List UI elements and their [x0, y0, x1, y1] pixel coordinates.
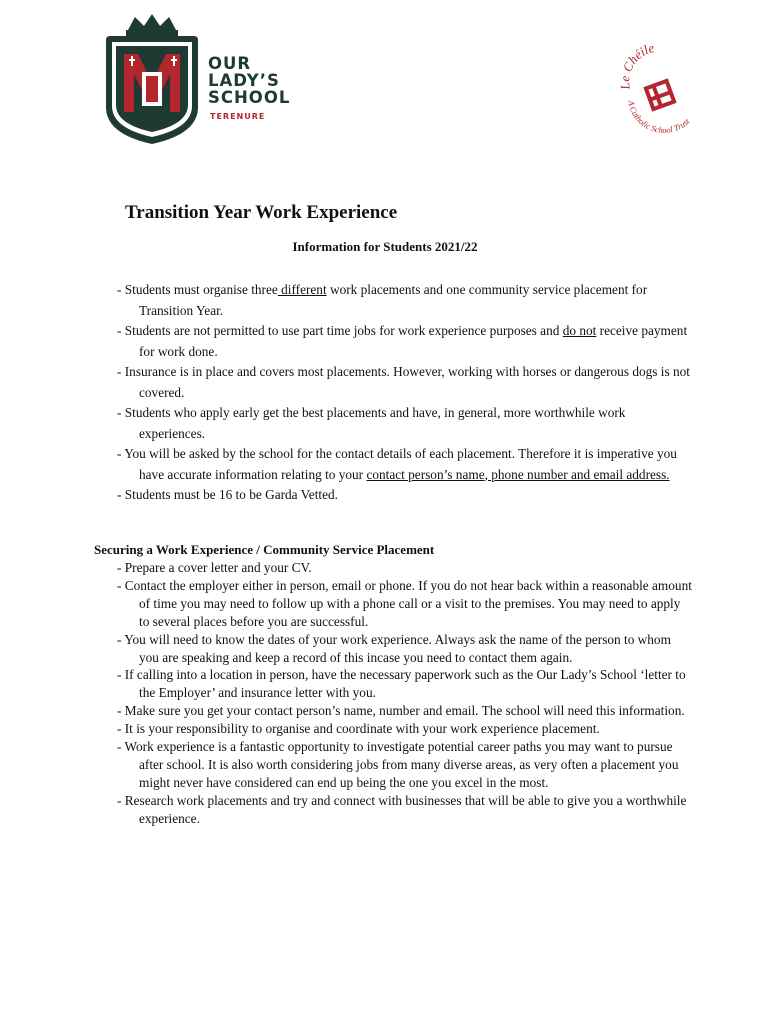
text-span: - Students are not permitted to use part time jobs for work experience purposes and	[117, 323, 563, 338]
underlined-text: contact person’s name, phone number and email address.	[366, 466, 670, 482]
step-item: - Prepare a cover letter and your CV.	[117, 560, 312, 575]
underlined-text: do not	[562, 323, 597, 338]
trust-logo	[612, 45, 712, 135]
info-list-item	[117, 321, 692, 362]
step-item: - If calling into a location in person, have the necessary paperwork such as the Our Lady’s School ‘letter to the Employer’ and insurance letter with you.	[117, 667, 686, 701]
text-span: receive payment for work done.	[139, 323, 688, 359]
text-span: - Students who apply early get the best placements and have, in general, more worthwhile work experiences.	[117, 405, 626, 441]
info-list	[117, 280, 692, 506]
underlined-text: different	[277, 282, 327, 297]
text-span: - You will be asked by the school for the contact details of each placement. Therefore it is imperative you have accurate information relating to your	[117, 446, 677, 482]
info-list-item	[117, 362, 692, 403]
svg-text:A Catholic School Trust: A Catholic School Trust	[626, 99, 692, 135]
step-item: - Make sure you get your contact person’s name, number and email. The school will need this information.	[117, 703, 685, 719]
section-heading: Securing a Work Experience / Community Service Placement	[94, 542, 435, 557]
info-list-item	[117, 444, 692, 485]
page-subtitle: Information for Students 2021/22	[292, 239, 478, 254]
le-cheile-logo-icon	[612, 45, 712, 135]
svg-text:Le Chéile: Le Chéile	[617, 45, 656, 91]
text-span: - Insurance is in place and covers most placements. However, working with horses or dangerous dogs is not covered.	[117, 364, 690, 400]
info-list-item	[117, 403, 692, 444]
school-location: TERENURE	[210, 112, 266, 121]
school-name-line-1: OUR	[208, 54, 252, 73]
info-list-item	[117, 280, 692, 321]
text-span: - Students must organise three	[117, 282, 278, 297]
placement-steps-list	[117, 559, 692, 828]
page-title: Transition Year Work Experience	[125, 202, 398, 223]
step-item: - Research work placements and try and connect with businesses that will be able to give you a worthwhile experience.	[117, 792, 687, 826]
step-item: - Work experience is a fantastic opportunity to investigate potential career paths you may want to pursue after school. It is also worth considering jobs from many diverse areas, as very often a placement you might never have considered can end up being the one you excel in the most.	[117, 739, 679, 790]
step-item: - Contact the employer either in person, email or phone. If you do not hear back within a reasonable amount of time you may need to follow up with a phone call or a visit to the premises. You may need to apply to several places before you are successful.	[117, 577, 692, 629]
school-name-line-3: SCHOOL	[208, 88, 291, 107]
step-item: - You will need to know the dates of your work experience. Always ask the name of the person to whom you are speaking and keep a record of this incase you need to contact them again.	[117, 631, 671, 665]
text-span: work placements and one community service placement for Transition Year.	[139, 282, 648, 318]
info-list-item	[117, 485, 692, 506]
school-name	[208, 55, 290, 106]
school-crest-icon	[100, 12, 205, 147]
text-span: - Students must be 16 to be Garda Vetted.	[117, 487, 338, 502]
step-item: - It is your responsibility to organise and coordinate with your work experience placement.	[117, 721, 600, 737]
school-name-line-2: LADY’S	[208, 71, 280, 90]
